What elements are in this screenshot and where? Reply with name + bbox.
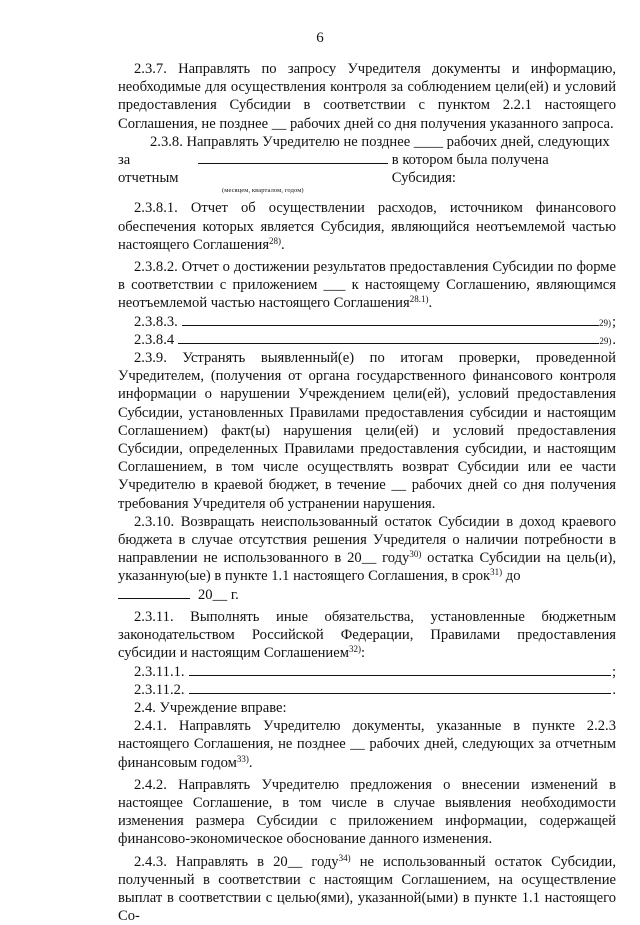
clause-2-3-11-text: 2.3.11. Выполнять иные обязательства, установленные бюджетным законодательством Российской Федерации, Правилами предоставления субсидии и настоящим Соглашением xyxy=(118,608,616,662)
clause-2-3-8-3: 2.3.8.3. 29) ; xyxy=(118,313,616,331)
clause-2-4-3-text-b: не использованный остаток Субсидии, полученный в соответствии с настоящим Соглашением, на осуществление выплат в соответствии с целью(ями), указанной(ыми) в пункте 1.1 настоящего Со- xyxy=(118,853,616,925)
clause-end: . xyxy=(428,295,433,312)
clause-2-4-3-text-a: 2.4.3. Направлять в 20__ году xyxy=(134,853,339,870)
clause-2-4-3 xyxy=(118,853,616,925)
clause-end: . xyxy=(612,331,616,348)
footnote-28-1: 28.1) xyxy=(409,294,429,305)
footnote-34: 34) xyxy=(338,852,351,863)
clause-2-3-10-text-c: до xyxy=(502,568,521,585)
clause-2-3-8-2-text: 2.3.8.2. Отчет о достижении результатов предоставления Субсидии по форме в соответствии с приложением ___ к настоящему Соглашению, являющимся неотъемлемой частью настоящего Соглашения xyxy=(118,259,616,312)
clause-2-4-2: 2.4.2. Направлять Учредителю предложения о внесении изменений в настоящее Соглашение, в том числе в случае выявления необходимости изменения размера Субсидии с приложением информации, содержащей финансово-экономическое обоснование данного изменения. xyxy=(118,776,616,848)
clause-2-3-11-1 xyxy=(118,663,616,681)
clause-2-3-8-prefix: за отчетным xyxy=(118,152,179,187)
clause-2-4-1-text: 2.4.1. Направлять Учредителю документы, указанные в пункте 2.2.3 настоящего Соглашения, не позднее __ рабочих дней, следующих за отчетным финансовым годом xyxy=(118,718,616,771)
clause-2-3-11-2 xyxy=(118,681,616,699)
date-blank xyxy=(118,586,190,599)
clause-2-3-8-line1 xyxy=(118,133,616,151)
period-hint: (месяцем, кварталом, годом) xyxy=(222,187,304,195)
page-number: 6 xyxy=(316,30,324,46)
footnote-31: 31) xyxy=(490,567,503,578)
clause-2-3-10-text-b: остатка Субсидии на цель(и), указанную(ые) в пункте 1.1 настоящего Соглашения, в срок xyxy=(118,550,616,585)
footnote-28: 28) xyxy=(269,235,282,246)
clause-2-3-8-4: 2.3.8.4 29) . xyxy=(118,331,616,349)
clause-2-3-10-text-a: 2.3.10. Возвращать неиспользованный остаток Субсидии в доход краевого бюджета в случае отсутствия решения Учредителя о наличии потребности в направлении не использованного в 20__ году xyxy=(118,513,616,567)
clause-2-3-10 xyxy=(118,513,616,586)
clause-end: . xyxy=(248,754,253,771)
clause-2-3-10-date xyxy=(118,586,616,604)
footnote-32: 32) xyxy=(348,644,361,655)
clause-2-3-11 xyxy=(118,608,616,663)
clause-2-3-8-1-text: 2.3.8.1. Отчет об осуществлении расходов, источником финансового обеспечения которых является Субсидия, являющийся неотъемлемой частью настоящего Соглашения xyxy=(118,200,616,253)
fill-line xyxy=(189,681,612,694)
clause-2-3-8-1 xyxy=(118,199,616,254)
fill-line xyxy=(182,313,599,326)
clause-2-3-8-2 xyxy=(118,258,616,313)
clause-2-3-8-text: 2.3.8. Направлять Учредителю не позднее ____ рабочих дней, следующих xyxy=(150,133,610,150)
period-blank xyxy=(198,151,388,164)
fill-line xyxy=(189,663,611,676)
clause-2-4-1 xyxy=(118,717,616,772)
footnote-30: 30) xyxy=(409,549,422,560)
clause-2-3-8-4-label: 2.3.8.4 xyxy=(134,331,175,348)
clause-2-3-11-1-label: 2.3.11.1. xyxy=(134,663,185,680)
clause-2-3-9: 2.3.9. Устранять выявленный(е) по итогам проверки, проведенной Учредителем, (получения от органа государственного финансового контроля информации о нарушении Учреждением цели(ей), условий предоставления Субсидии, установленных Правилами предоставления субсидии и настоящим Соглашением) факт(ы) нарушения цели(ей) и условий предоставления Субсидии, определенных Правилами предоставления субсидии, и настоящим Соглашением, в том числе осуществлять возврат Субсидии или ее части Учредителю в краевой бюджет, в течение __ рабочих дней со дня получения требования Учредителя об устранении нарушения. xyxy=(118,350,616,512)
clause-colon: : xyxy=(360,645,366,662)
document-body xyxy=(118,60,616,925)
clause-end: . xyxy=(612,681,616,698)
footnote-33: 33) xyxy=(236,753,249,764)
clause-2-3-10-year: 20__ г. xyxy=(198,586,239,603)
clause-2-3-8-3-label: 2.3.8.3. xyxy=(134,313,178,330)
clause-2-3-11-2-label: 2.3.11.2. xyxy=(134,681,185,698)
clause-2-3-8-line2 xyxy=(118,151,616,187)
clause-2-3-8-suffix: в котором была получена Субсидия: xyxy=(391,152,549,187)
clause-end: ; xyxy=(611,313,616,330)
fill-line xyxy=(178,331,599,344)
clause-2-4: 2.4. Учреждение вправе: xyxy=(134,699,287,716)
clause-end: . xyxy=(281,236,285,253)
clause-end: ; xyxy=(611,663,616,680)
clause-2-3-7: 2.3.7. Направлять по запросу Учредителя документы и информацию, необходимые для осуществления контроля за соблюдением цели(ей) и условий предоставления Субсидии в соответствии с пунктом 2.2.1 настоящего Соглашения, не позднее __ рабочих дней со дня получения указанного запроса. xyxy=(118,61,616,132)
